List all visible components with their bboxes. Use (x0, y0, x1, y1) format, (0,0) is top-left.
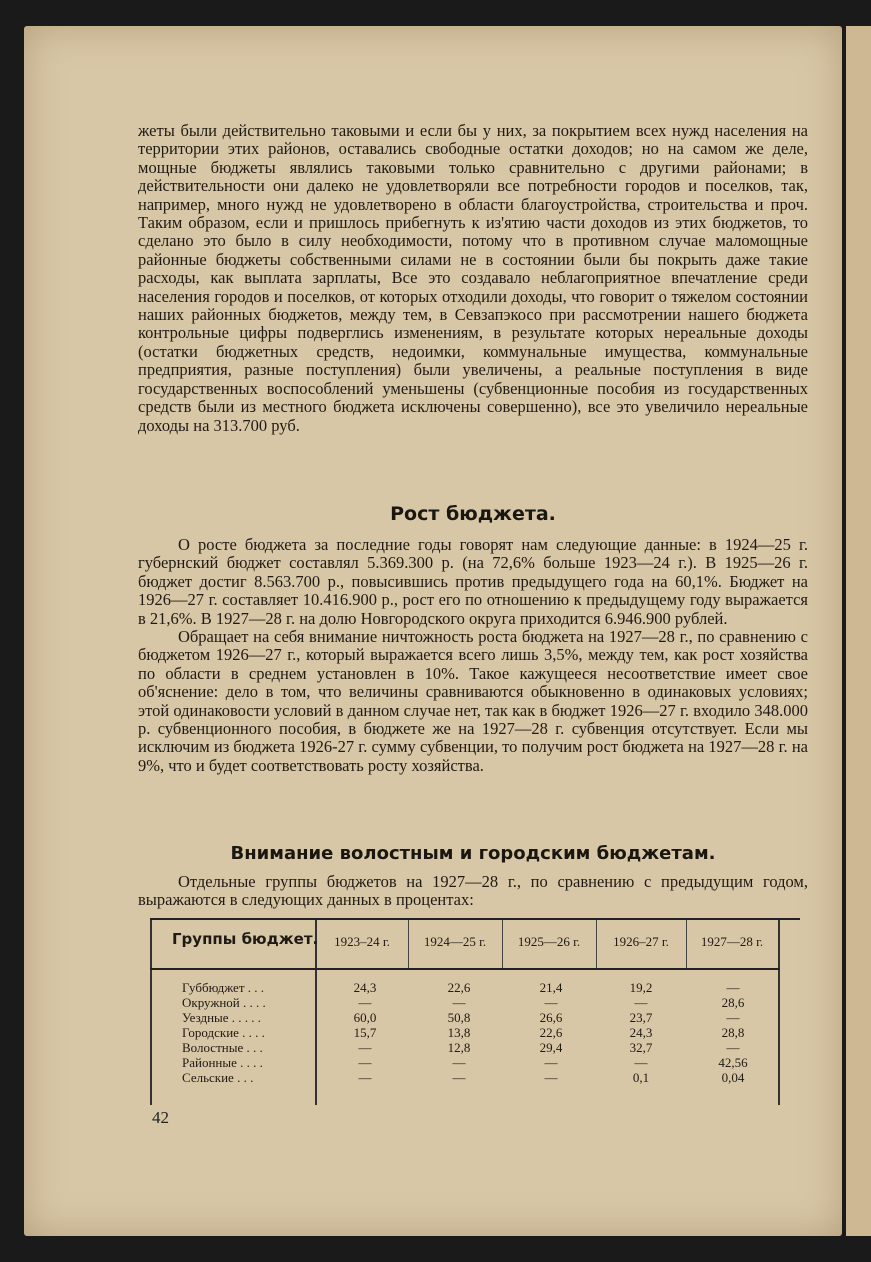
table-row (150, 1010, 800, 1025)
table-cell: 50,8 (447, 1010, 471, 1025)
section-heading-growth: Рост бюджета. (390, 503, 556, 525)
table-body (150, 980, 800, 1085)
table-row (150, 1025, 800, 1040)
table-cell: — (544, 995, 558, 1010)
row-label: Городские . . . . (182, 1025, 265, 1040)
paragraph: Обращает на себя внимание ничтожность роста бюджета на 1927—28 г., по сравнению с бюджетом 1926—27 г., который выражается всего лишь 3,5%, между тем, как рост хозяйства по области в среднем установлен в 10%. Такое кажущееся несоответствие имеет свое об'яснение: дело в том, что величины сравниваются обыкновенно в одинаковых условиях; этой одинаковости условий в данном случае нет, так как в бюджет 1926—27 г. входило 348.000 р. субвенционного пособия, в бюджете же на 1927—28 г. субвенция отсутствует. Если мы исключим из бюджета 1926-27 г. сумму субвенции, то получим рост бюджета на 1927—28 г. на 9%, что и будет соответствовать росту хозяйства. (138, 627, 808, 775)
body-text-block-1 (138, 122, 808, 435)
table-cell: 19,2 (629, 980, 653, 995)
table-cell: — (358, 995, 372, 1010)
table-row (150, 1055, 800, 1070)
table-cell: 0,04 (721, 1070, 745, 1085)
table-row (150, 1070, 800, 1085)
table-cell: 22,6 (447, 980, 471, 995)
table-cell: 15,7 (353, 1025, 377, 1040)
table-cell: 42,56 (718, 1055, 748, 1070)
body-text-block-3 (138, 873, 808, 910)
table-cell: 26,6 (539, 1010, 563, 1025)
table-cell: — (634, 995, 648, 1010)
table-cell: — (726, 1040, 740, 1055)
table-cell: — (544, 1055, 558, 1070)
table-cell: — (452, 995, 466, 1010)
table-cell: — (544, 1070, 558, 1085)
table-cell: — (358, 1070, 372, 1085)
paragraph: О росте бюджета за последние годы говорят нам следующие данные: в 1924—25 г. губернский бюджет составлял 5.369.300 р. (на 72,6% больше 1923—24 г.). В 1925—26 г. бюджет достиг 8.563.700 р., повысившись против предыдущего года на 60,1%. Бюджет на 1926—27 г. составляет 10.416.900 р., рост его по отношению к предыдущему году выражается в 21,6%. В 1927—28 г. на долю Новгородского округа приходится 6.946.900 рублей. (138, 535, 808, 628)
table-row (150, 980, 800, 995)
paragraph: жеты были действительно таковыми и если бы у них, за покрытием всех нужд населения на территории этих районов, оставались свободные остатки доходов; но на самом же деле, мощные бюджеты являлись таковыми только сравнительно с другими районами; в действительности они далеко не удовлетворяли все потребности городов и поселков, так, например, много нужд не удовлетворено в области благоустройства, строительства и проч. Таким образом, если и пришлось прибегнуть к из'ятию части доходов из этих бюджетов, то сделано это было в силу необходимости, потому что в противном случае маломощные районные бюджеты собственными силами не в состоянии были бы покрыть даже такие расходы, как выплата зарплаты, Все это создавало неблагоприятное впечатление среди населения городов и поселков, от которых отходили доходы, что говорит о тяжелом состоянии наших районных бюджетов, между тем, в Севзапэкосо при рассмотрении нашего бюджета контрольные цифры подверглись изменениям, в результате которых нереальные доходы (остатки бюджетных средств, недоимки, коммунальные имущества, коммунальные предприятия, разные поступления) были увеличены, а реальные поступления в виде государственных воспособлений уменьшены (субвенционные пособия из государственных средств были из местного бюджета исключены совершенно), все это увеличило нереальные доходы на 313.700 руб. (138, 121, 808, 435)
row-label: Сельские . . . (182, 1070, 254, 1085)
table-cell: — (634, 1055, 648, 1070)
table-cell: 21,4 (539, 980, 563, 995)
table-cell: 32,7 (629, 1040, 653, 1055)
table-header-year: 1923–24 г. (334, 934, 390, 949)
table-cell: — (358, 1055, 372, 1070)
table-column-divider (408, 920, 409, 968)
table-cell: 23,7 (629, 1010, 653, 1025)
table-header-groups: Группы бюджет. (172, 930, 319, 948)
table-cell: 22,6 (539, 1025, 563, 1040)
table-header-year: 1926–27 г. (613, 934, 669, 949)
row-label: Губбюджет . . . (182, 980, 265, 995)
paragraph: Отдельные группы бюджетов на 1927—28 г., по сравнению с предыдущим годом, выражаются в следующих данных в процентах: (138, 872, 808, 910)
table-cell: — (726, 980, 740, 995)
table-cell: — (452, 1055, 466, 1070)
table-cell: 60,0 (353, 1010, 377, 1025)
table-cell: 29,4 (539, 1040, 563, 1055)
table-cell: — (726, 1010, 740, 1025)
table-row (150, 1040, 800, 1055)
next-page-edge (846, 26, 871, 1236)
table-column-divider (596, 920, 597, 968)
row-label: Районные . . . . (182, 1055, 263, 1070)
row-label: Уездные . . . . . (182, 1010, 262, 1025)
table-column-divider (502, 920, 503, 968)
table-cell: 12,8 (447, 1040, 471, 1055)
row-label: Волостные . . . (182, 1040, 263, 1055)
table-header-year: 1927—28 г. (700, 934, 764, 949)
body-text-block-2 (138, 536, 808, 775)
table-top-rule (150, 918, 800, 920)
row-label: Окружной . . . . (182, 995, 266, 1010)
table-cell: — (452, 1070, 466, 1085)
page-number: 42 (152, 1108, 169, 1127)
table-cell: — (358, 1040, 372, 1055)
table-cell: 24,3 (629, 1025, 653, 1040)
table-cell: 28,8 (721, 1025, 745, 1040)
section-heading-volost: Внимание волостным и городским бюджетам. (230, 843, 716, 864)
table-header-year: 1925—26 г. (517, 934, 581, 949)
table-header-year: 1924—25 г. (423, 934, 487, 949)
table-column-divider (686, 920, 687, 968)
table-cell: 28,6 (721, 995, 745, 1010)
table-cell: 24,3 (353, 980, 377, 995)
table-cell: 13,8 (447, 1025, 471, 1040)
table-cell: 0,1 (632, 1070, 650, 1085)
table-row (150, 995, 800, 1010)
budget-groups-table (150, 912, 800, 1102)
table-header-rule (150, 968, 780, 970)
